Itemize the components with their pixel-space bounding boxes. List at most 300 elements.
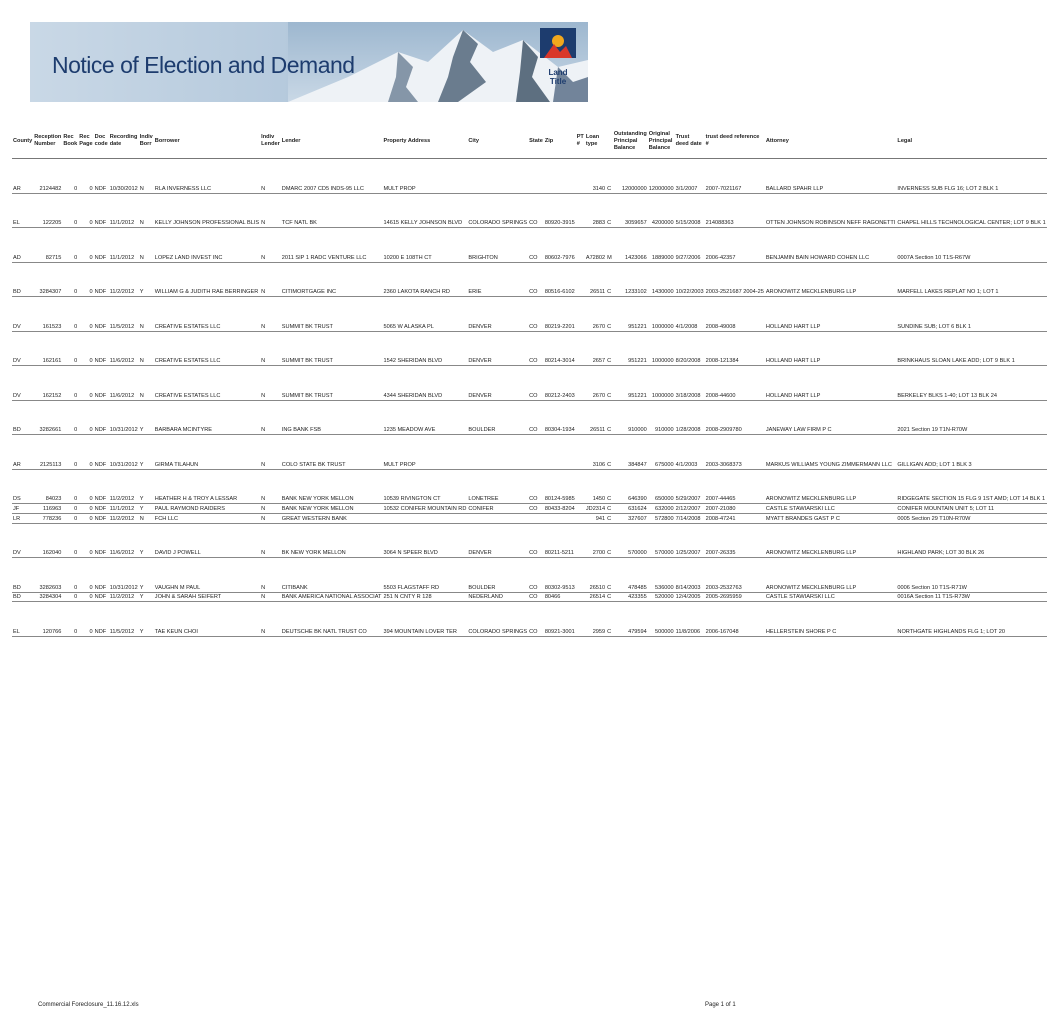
table-cell: 10539 RIVINGTON CT	[382, 469, 467, 504]
table-cell: NDF	[94, 366, 109, 401]
table-row	[12, 228, 1047, 263]
table-cell: Y	[139, 592, 154, 602]
column-header: Property Address	[382, 124, 467, 159]
table-cell: 2700	[585, 523, 606, 558]
table-cell: 0	[78, 469, 93, 504]
table-cell: 122205	[33, 193, 62, 228]
table-cell: 11/6/2012	[109, 523, 139, 558]
header-row	[12, 124, 1047, 159]
table-cell: CREATIVE ESTATES LLC	[154, 331, 260, 366]
table-cell: 2003-2532763	[705, 558, 765, 593]
table-cell: HOLLAND HART LLP	[765, 366, 897, 401]
column-header: Rec Page	[78, 124, 93, 159]
table-cell: 10/31/2012	[109, 400, 139, 435]
table-cell: 80433-8204	[544, 504, 576, 514]
table-cell: 1542 SHERIDAN BLVD	[382, 331, 467, 366]
table-cell: DENVER	[467, 331, 528, 366]
table-cell: NORTHGATE HIGHLANDS FLG 1; LOT 20	[896, 602, 1046, 637]
table-cell: 12000000	[648, 159, 675, 194]
column-header: Recording date	[109, 124, 139, 159]
table-cell: N	[139, 159, 154, 194]
table-cell: 0	[78, 504, 93, 514]
table-cell: 0	[78, 193, 93, 228]
table-row	[12, 523, 1047, 558]
table-cell: DENVER	[467, 523, 528, 558]
table-cell	[576, 504, 585, 514]
table-cell: 2657	[585, 331, 606, 366]
table-cell: CHAPEL HILLS TECHNOLOGICAL CENTER; LOT 9 BLK 1	[896, 193, 1046, 228]
table-cell: INVERNESS SUB FLG 16; LOT 2 BLK 1	[896, 159, 1046, 194]
table-cell: HOLLAND HART LLP	[765, 331, 897, 366]
column-header: Attorney	[765, 124, 897, 159]
table-cell: 500000	[648, 602, 675, 637]
table-cell: 2005-2695959	[705, 592, 765, 602]
table-cell: 80921-3001	[544, 602, 576, 637]
table-cell: BOULDER	[467, 558, 528, 593]
table-cell: Y	[139, 523, 154, 558]
table-cell: C	[606, 558, 613, 593]
table-cell: 12/4/2005	[675, 592, 705, 602]
table-cell: 10/31/2012	[109, 558, 139, 593]
table-cell: C	[606, 469, 613, 504]
table-cell: DV	[12, 331, 33, 366]
table-cell: CONIFER	[467, 504, 528, 514]
table-cell: Y	[139, 504, 154, 514]
table-cell: 80304-1934	[544, 400, 576, 435]
table-cell: SUNDINE SUB; LOT 6 BLK 1	[896, 297, 1046, 332]
table-cell: 1450	[585, 469, 606, 504]
table-cell: 7/14/2008	[675, 513, 705, 523]
table-cell: 910000	[613, 400, 648, 435]
table-cell: GREAT WESTERN BANK	[281, 513, 383, 523]
table-cell: C	[606, 435, 613, 470]
table-cell: N	[260, 523, 281, 558]
table-cell: 2670	[585, 366, 606, 401]
table-cell: 0	[62, 469, 78, 504]
table-cell: JF	[12, 504, 33, 514]
table-cell: TCF NATL BK	[281, 193, 383, 228]
table-cell: NDF	[94, 262, 109, 297]
table-cell: C	[606, 159, 613, 194]
table-cell: BARBARA MCINTYRE	[154, 400, 260, 435]
table-cell: ARONOWITZ MECKLENBURG LLP	[765, 558, 897, 593]
table-cell: HOLLAND HART LLP	[765, 297, 897, 332]
table-cell: CO	[528, 558, 544, 593]
table-cell: 8/20/2008	[675, 331, 705, 366]
table-cell: 80302-9513	[544, 558, 576, 593]
table-cell: N	[139, 297, 154, 332]
table-cell: COLORADO SPRINGS	[467, 193, 528, 228]
table-cell: 0	[62, 366, 78, 401]
table-cell: 631624	[613, 504, 648, 514]
table-cell: N	[260, 331, 281, 366]
table-cell: RLA INVERNESS LLC	[154, 159, 260, 194]
table-cell: NDF	[94, 558, 109, 593]
table-cell: N	[260, 228, 281, 263]
table-row	[12, 331, 1047, 366]
table-cell: 520000	[648, 592, 675, 602]
table-cell: C	[606, 262, 613, 297]
table-cell: CO	[528, 523, 544, 558]
table-cell: NDF	[94, 331, 109, 366]
table-cell	[544, 513, 576, 523]
table-cell: 2670	[585, 297, 606, 332]
table-cell: 162161	[33, 331, 62, 366]
table-cell: 26514	[585, 592, 606, 602]
table-cell	[576, 435, 585, 470]
table-cell	[576, 262, 585, 297]
table-cell: LOPEZ LAND INVEST INC	[154, 228, 260, 263]
column-header: Indiv Borr	[139, 124, 154, 159]
table-cell: N	[260, 366, 281, 401]
table-cell: BENJAMIN BAIN HOWARD COHEN LLC	[765, 228, 897, 263]
table-cell: 951221	[613, 297, 648, 332]
table-cell: NDF	[94, 504, 109, 514]
table-cell: 1233102	[613, 262, 648, 297]
column-header: trust deed reference #	[705, 124, 765, 159]
table-cell: BK NEW YORK MELLON	[281, 523, 383, 558]
table-cell	[467, 513, 528, 523]
table-cell: 0	[78, 558, 93, 593]
table-cell: C	[606, 523, 613, 558]
table-cell: 0	[78, 331, 93, 366]
table-cell: C	[606, 602, 613, 637]
table-cell: NDF	[94, 193, 109, 228]
table-cell: N	[139, 513, 154, 523]
table-cell: 0	[62, 504, 78, 514]
table-cell: 162040	[33, 523, 62, 558]
table-cell: N	[260, 435, 281, 470]
table-cell: NDF	[94, 400, 109, 435]
table-cell: 10532 CONIFER MOUNTAIN RD	[382, 504, 467, 514]
table-cell: CO	[528, 602, 544, 637]
table-cell: 2124482	[33, 159, 62, 194]
table-cell: JD2314	[585, 504, 606, 514]
logo-text: Land Title	[548, 68, 568, 86]
table-cell: 570000	[648, 523, 675, 558]
table-cell: SUMMIT BK TRUST	[281, 366, 383, 401]
table-cell	[528, 159, 544, 194]
table-cell: FCH LLC	[154, 513, 260, 523]
table-cell: CO	[528, 469, 544, 504]
table-cell: 0	[78, 513, 93, 523]
table-cell: C	[606, 193, 613, 228]
column-header: Doc code	[94, 124, 109, 159]
table-cell: 2008-44600	[705, 366, 765, 401]
table-cell: N	[260, 159, 281, 194]
table-cell: COLO STATE BK TRUST	[281, 435, 383, 470]
table-cell: 4/1/2003	[675, 435, 705, 470]
table-cell	[467, 435, 528, 470]
table-cell: 26511	[585, 262, 606, 297]
table-cell: 3282661	[33, 400, 62, 435]
table-cell: 3140	[585, 159, 606, 194]
table-cell	[576, 331, 585, 366]
table-cell	[467, 159, 528, 194]
table-cell: 11/5/2012	[109, 297, 139, 332]
table-cell	[576, 523, 585, 558]
table-cell: SUMMIT BK TRUST	[281, 331, 383, 366]
table-cell: 2007-21080	[705, 504, 765, 514]
column-header: Legal	[896, 124, 1046, 159]
table-cell: 3106	[585, 435, 606, 470]
table-cell: TAE KEUN CHOI	[154, 602, 260, 637]
table-cell: 536000	[648, 558, 675, 593]
table-cell: 3284304	[33, 592, 62, 602]
table-cell: 12000000	[613, 159, 648, 194]
table-cell	[544, 435, 576, 470]
table-cell: 80602-7976	[544, 228, 576, 263]
table-cell: 394 MOUNTAIN LOVER TER	[382, 602, 467, 637]
table-cell: 0	[62, 297, 78, 332]
table-cell: N	[260, 469, 281, 504]
table-cell: 2008-49008	[705, 297, 765, 332]
table-cell: 2008-2909780	[705, 400, 765, 435]
table-row	[12, 159, 1047, 194]
table-cell	[576, 469, 585, 504]
table-cell: CO	[528, 592, 544, 602]
table-cell: CREATIVE ESTATES LLC	[154, 297, 260, 332]
table-cell: 3059657	[613, 193, 648, 228]
table-cell: GILLIGAN ADD; LOT 1 BLK 3	[896, 435, 1046, 470]
table-row	[12, 504, 1047, 514]
table-cell: 11/1/2012	[109, 193, 139, 228]
table-cell: MYATT BRANDES GAST P C	[765, 513, 897, 523]
table-cell: CASTLE STAWIARSKI LLC	[765, 592, 897, 602]
table-cell: DEUTSCHE BK NATL TRUST CO	[281, 602, 383, 637]
table-cell: 570000	[613, 523, 648, 558]
table-row	[12, 513, 1047, 523]
table-cell: BALLARD SPAHR LLP	[765, 159, 897, 194]
table-cell: 0	[62, 435, 78, 470]
table-cell: 0005 Section 29 T10N-R70W	[896, 513, 1046, 523]
table-cell	[576, 400, 585, 435]
table-cell	[576, 513, 585, 523]
table-cell: N	[260, 592, 281, 602]
table-cell: CITIMORTGAGE INC	[281, 262, 383, 297]
column-header: Zip	[544, 124, 576, 159]
logo-icon	[540, 28, 576, 58]
table-cell: RIDGEGATE SECTION 15 FLG 9 1ST AMD; LOT 14 BLK 1	[896, 469, 1046, 504]
table-cell: CO	[528, 400, 544, 435]
table-cell: 0	[62, 193, 78, 228]
table-cell: KELLY JOHNSON PROFESSIONAL BLIS	[154, 193, 260, 228]
table-cell: 1430000	[648, 262, 675, 297]
table-cell: 11/2/2012	[109, 262, 139, 297]
table-cell: 11/6/2012	[109, 366, 139, 401]
table-cell: 80212-2403	[544, 366, 576, 401]
table-cell: HIGHLAND PARK; LOT 30 BLK 26	[896, 523, 1046, 558]
column-header: City	[467, 124, 528, 159]
table-cell: NDF	[94, 513, 109, 523]
table-cell: NDF	[94, 228, 109, 263]
table-cell: 0	[62, 331, 78, 366]
column-header: Outstanding Principal Balance	[613, 124, 648, 159]
table-cell: 0007A Section 10 T1S-R67W	[896, 228, 1046, 263]
table-cell: C	[606, 513, 613, 523]
table-cell: 0006 Section 10 T1S-R71W	[896, 558, 1046, 593]
table-cell: ARONOWITZ MECKLENBURG LLP	[765, 469, 897, 504]
table-cell: ING BANK FSB	[281, 400, 383, 435]
table-cell: BRIGHTON	[467, 228, 528, 263]
table-row	[12, 435, 1047, 470]
table-cell: 478485	[613, 558, 648, 593]
column-header: Original Principal Balance	[648, 124, 675, 159]
footer-page-number: Page 1 of 1	[705, 1002, 736, 1008]
table-cell	[382, 513, 467, 523]
table-cell: 2125113	[33, 435, 62, 470]
table-cell: 0	[78, 523, 93, 558]
table-cell: 0	[62, 558, 78, 593]
table-row	[12, 558, 1047, 593]
table-cell: CO	[528, 193, 544, 228]
table-cell: 0	[78, 297, 93, 332]
column-header: Borrower	[154, 124, 260, 159]
table-cell: N	[260, 193, 281, 228]
table-cell: SUMMIT BK TRUST	[281, 297, 383, 332]
table-cell: 2007-26335	[705, 523, 765, 558]
table-cell: LR	[12, 513, 33, 523]
table-cell	[544, 159, 576, 194]
table-cell: BD	[12, 262, 33, 297]
table-cell: C	[606, 504, 613, 514]
table-cell: 9/27/2006	[675, 228, 705, 263]
table-cell: 0	[62, 513, 78, 523]
table-cell: MULT PROP	[382, 159, 467, 194]
table-cell: N	[139, 366, 154, 401]
table-cell: 951221	[613, 331, 648, 366]
table-cell: DAVID J POWELL	[154, 523, 260, 558]
table-cell: 0	[78, 400, 93, 435]
table-cell	[576, 228, 585, 263]
table-cell: 0	[62, 602, 78, 637]
table-cell: CITIBANK	[281, 558, 383, 593]
table-cell: 646390	[613, 469, 648, 504]
table-cell: 11/2/2012	[109, 469, 139, 504]
table-cell: BD	[12, 400, 33, 435]
table-cell: 941	[585, 513, 606, 523]
table-cell: C	[606, 297, 613, 332]
table-cell: 80214-3014	[544, 331, 576, 366]
table-cell	[576, 159, 585, 194]
table-cell: 479594	[613, 602, 648, 637]
table-cell: DV	[12, 523, 33, 558]
table-cell: N	[260, 297, 281, 332]
table-cell: 26511	[585, 400, 606, 435]
table-cell: 4344 SHERIDAN BLVD	[382, 366, 467, 401]
table-cell: JOHN & SARAH SEIFERT	[154, 592, 260, 602]
table-row	[12, 193, 1047, 228]
table-cell: 2011 SIP 1 RADC VENTURE LLC	[281, 228, 383, 263]
table-cell: 423355	[613, 592, 648, 602]
table-cell: NDF	[94, 523, 109, 558]
table-cell: 2/12/2007	[675, 504, 705, 514]
table-cell: ARONOWITZ MECKLENBURG LLP	[765, 262, 897, 297]
table-cell: N	[139, 228, 154, 263]
table-cell: N	[260, 400, 281, 435]
table-cell: 80516-6102	[544, 262, 576, 297]
table-cell: 2008-121384	[705, 331, 765, 366]
table-cell: 11/6/2012	[109, 331, 139, 366]
table-cell: 10/31/2012	[109, 435, 139, 470]
table-cell: 8/14/2003	[675, 558, 705, 593]
column-header: Rec Book	[62, 124, 78, 159]
table-cell: 3/18/2008	[675, 366, 705, 401]
table-cell: BRINKHAUS SLOAN LAKE ADD; LOT 9 BLK 1	[896, 331, 1046, 366]
table-cell: 26510	[585, 558, 606, 593]
table-cell: 11/2/2012	[109, 513, 139, 523]
table-cell: LONETREE	[467, 469, 528, 504]
table-cell: 10/30/2012	[109, 159, 139, 194]
table-cell: 0	[78, 262, 93, 297]
table-row	[12, 262, 1047, 297]
table-cell: AR	[12, 159, 33, 194]
table-cell: 3282603	[33, 558, 62, 593]
table-cell: N	[260, 262, 281, 297]
table-cell: ERIE	[467, 262, 528, 297]
table-cell: JANEWAY LAW FIRM P C	[765, 400, 897, 435]
column-header: Indiv Lender	[260, 124, 281, 159]
table-cell: 2003-3068373	[705, 435, 765, 470]
table-cell: Y	[139, 602, 154, 637]
table-cell: 116963	[33, 504, 62, 514]
table-cell: 80920-3915	[544, 193, 576, 228]
table-cell: 632000	[648, 504, 675, 514]
table-cell: VAUGHN M PAUL	[154, 558, 260, 593]
table-cell: Y	[139, 469, 154, 504]
table-cell: 2007-7021167	[705, 159, 765, 194]
table-cell: ARONOWITZ MECKLENBURG LLP	[765, 523, 897, 558]
table-cell: 910000	[648, 400, 675, 435]
table-cell: 3064 N SPEER BLVD	[382, 523, 467, 558]
table-cell: 2959	[585, 602, 606, 637]
column-header: Lender	[281, 124, 383, 159]
table-cell: 0	[78, 602, 93, 637]
table-cell: 0	[78, 159, 93, 194]
table-cell: NDF	[94, 469, 109, 504]
table-cell: 5/15/2008	[675, 193, 705, 228]
table-cell: BERKELEY BLKS 1-40; LOT 13 BLK 24	[896, 366, 1046, 401]
table-cell: DMARC 2007 CD5 INDS-95 LLC	[281, 159, 383, 194]
table-cell	[576, 592, 585, 602]
table-cell: 1000000	[648, 297, 675, 332]
table-cell: CO	[528, 228, 544, 263]
table-cell: 3/1/2007	[675, 159, 705, 194]
table-row	[12, 400, 1047, 435]
table-cell: BD	[12, 592, 33, 602]
table-cell: 4200000	[648, 193, 675, 228]
table-cell: 80466	[544, 592, 576, 602]
table-cell: 11/1/2012	[109, 504, 139, 514]
table-cell: 0	[62, 400, 78, 435]
table-cell: NDF	[94, 297, 109, 332]
table-cell: CO	[528, 262, 544, 297]
table-cell: 0	[78, 592, 93, 602]
table-cell: DENVER	[467, 366, 528, 401]
table-cell: 0	[78, 435, 93, 470]
table-cell: HEATHER H & TROY A LESSAR	[154, 469, 260, 504]
banner	[30, 22, 588, 102]
table-cell: 1235 MEADOW AVE	[382, 400, 467, 435]
table-cell: 11/8/2006	[675, 602, 705, 637]
table-cell: C	[606, 331, 613, 366]
table-cell: 1000000	[648, 331, 675, 366]
table-cell: DENVER	[467, 297, 528, 332]
footer-filename: Commercial Foreclosure_11.16.12.xls	[38, 1002, 139, 1008]
table-cell: 10200 E 108TH CT	[382, 228, 467, 263]
table-cell: C	[606, 366, 613, 401]
table-cell: N	[139, 331, 154, 366]
